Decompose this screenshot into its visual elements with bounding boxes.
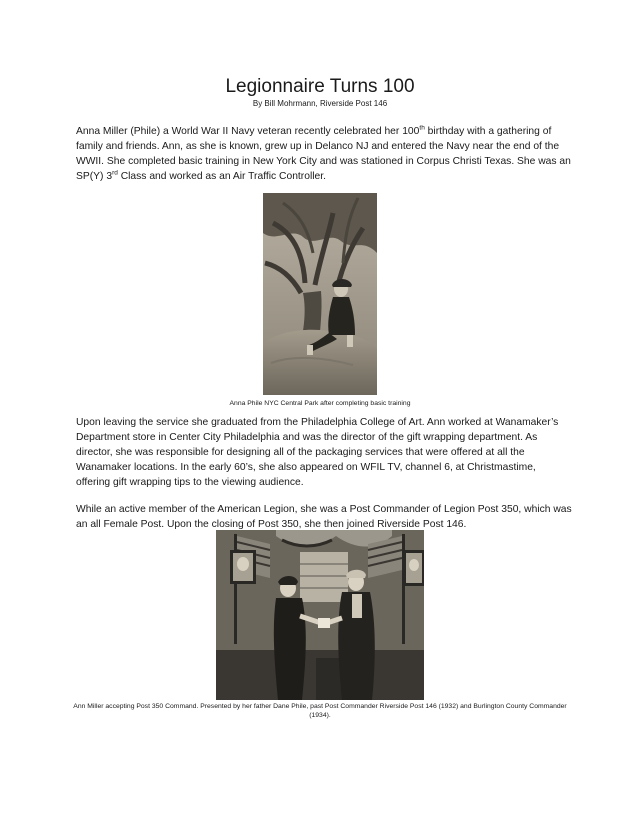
photo-post-350-command	[216, 530, 424, 700]
paragraph-legion: While an active member of the American Legion, she was a Post Commander of Legion Post 350, which was an all Female Post. Upon the closing of Post 350, she then joined Riverside Post 146.	[76, 504, 572, 530]
ordinal-suffix-th: th	[419, 124, 425, 132]
paragraph-intro-text-a: Anna Miller (Phile) a World War II Navy veteran recently celebrated her 100	[76, 126, 420, 137]
photo-central-park	[263, 193, 377, 395]
photo-central-park-image	[263, 193, 377, 395]
article-title: Legionnaire Turns 100	[225, 76, 415, 97]
photo-post-350-command-image	[216, 530, 424, 700]
paragraph-intro-text-b: birthday with a gathering of family and friends. Ann, as she is known, grew up in Delanco NJ and entered the Navy near the end of the WWII. She completed basic training in New York City and was stationed in Corpus Christi Texas. She was an SP(Y) 3	[76, 126, 571, 182]
photo-post-350-command-caption: Ann Miller accepting Post 350 Command. Presented by her father Dane Phile, past Post Commander Riverside Post 146 (1932) and Burlington County Commander (1934).	[73, 703, 567, 719]
photo-central-park-caption: Anna Phile NYC Central Park after completing basic training	[229, 400, 411, 407]
article-byline: By Bill Mohrmann, Riverside Post 146	[252, 99, 388, 108]
paragraph-intro-text-c: Class and worked as an Air Traffic Controller.	[117, 171, 326, 182]
ordinal-suffix-rd: rd	[112, 169, 118, 177]
paragraph-intro	[76, 124, 572, 184]
paragraph-career: Upon leaving the service she graduated from the Philadelphia College of Art. Ann worked at Wanamaker’s Department store in Center City Philadelphia and was the director of the gift wrapping department. As director, she was responsible for designing all of the packaging services that were offered at all the Wanamaker locations. In the early 60’s, she also appeared on WFIL TV, channel 6, at Christmastime, offering gift wrapping tips to the viewing audience.	[76, 417, 559, 488]
